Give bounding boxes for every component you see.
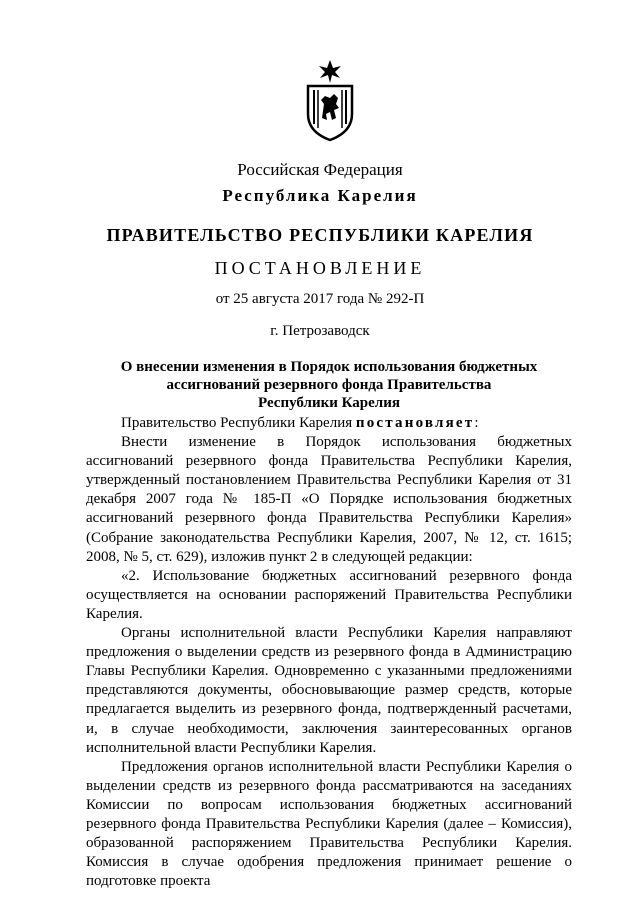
- republic-name: Республика Карелия: [222, 186, 418, 205]
- paragraph: Предложения органов исполнительной власти Республики Карелия о выделении средств из резервного фонда рассматриваются на заседаниях Комиссии по вопросам использования бюджетных ассигнований резервного фонда Правительства Республики Карелия (далее – Комиссия), образованной распоряжением Правительства Республики Карелия. Комиссия в случае одобрения предложения принимает решение о подготовке проекта: [86, 758, 572, 890]
- intro-suffix: :: [474, 415, 479, 431]
- intro-prefix: Правительство Республики Карелия: [121, 415, 356, 431]
- paragraph: Органы исполнительной власти Республики Карелия направляют предложения о выделении средств из резервного фонда в Администрацию Главы Республики Карелия. Одновременно с указанными предложениями представляются документы, обосновывающие размер средств, которые предлагается выделить из резервного фонда, подтвержденный расчетами, и, в случае необходимости, заключения заинтересованных органов исполнительной власти Республики Карелия.: [86, 625, 572, 756]
- karelia-coat-of-arms-icon: [300, 58, 360, 142]
- title-line: ассигнований резервного фонда Правительства: [166, 377, 492, 393]
- government-name: ПРАВИТЕЛЬСТВО РЕСПУБЛИКИ КАРЕЛИЯ: [106, 225, 534, 245]
- document-type: ПОСТАНОВЛЕНИЕ: [214, 258, 426, 278]
- country-name: Российская Федерация: [237, 160, 403, 179]
- intro-paragraph: [86, 414, 572, 433]
- title-line: О внесении изменения в Порядок использования бюджетных: [120, 359, 538, 375]
- document-body: [86, 414, 572, 891]
- title-line: Республики Карелия: [258, 395, 400, 411]
- document-title: [86, 358, 572, 412]
- paragraph: «2. Использование бюджетных ассигнований резервного фонда осуществляется на основании распоряжений Правительства Республики Карелия.: [86, 567, 572, 622]
- document-date: от 25 августа 2017 года № 292-П: [215, 291, 425, 307]
- document-city: г. Петрозаводск: [270, 323, 370, 339]
- decree-word: постановляет: [355, 415, 475, 431]
- paragraph: Внести изменение в Порядок использования бюджетных ассигнований резервного фонда Правительства Республики Карелия, утвержденный постановлением Правительства Республики Карелия от 31 декабря 2007 года № 185-П «О Порядке использования бюджетных ассигнований резервного фонда Правительства Республики Карелия» (Собрание законодательства Республики Карелия, 2007, № 12, ст. 1615; 2008, № 5, ст. 629), изложив пункт 2 в следующей редакции:: [86, 434, 572, 565]
